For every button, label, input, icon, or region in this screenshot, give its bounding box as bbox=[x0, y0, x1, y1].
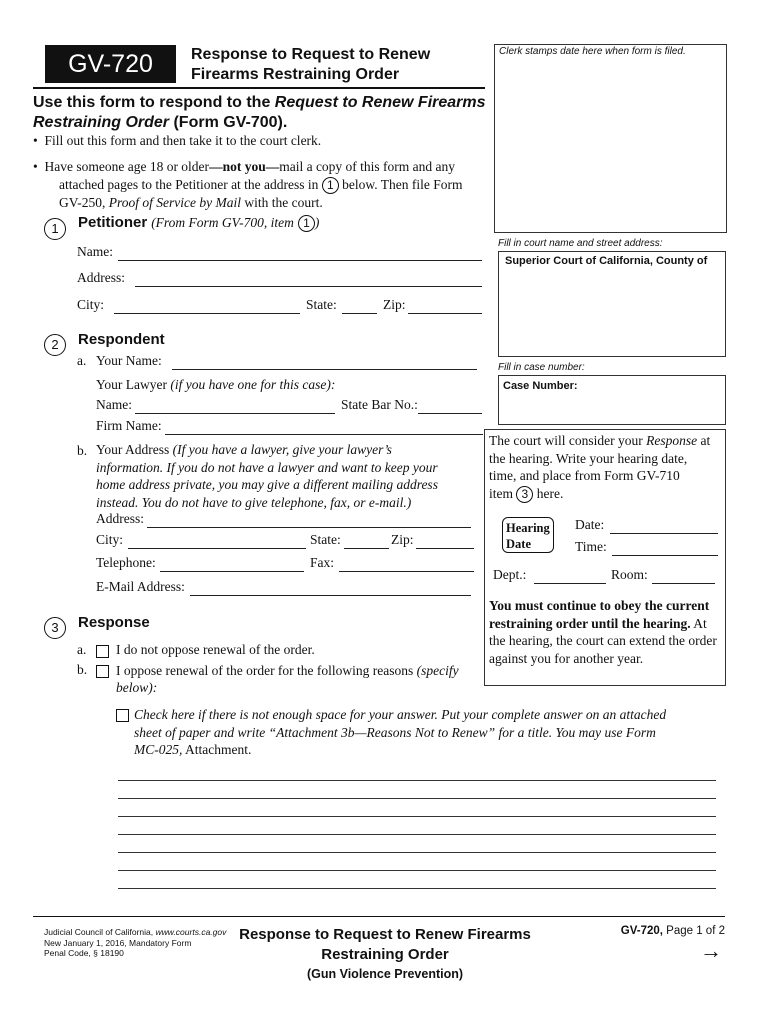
item-ref-1: 1 bbox=[298, 215, 315, 232]
petitioner-address-label: Address: bbox=[77, 270, 125, 285]
court-name: Superior Court of California, County of bbox=[505, 255, 708, 267]
case-number-label: Fill in case number: bbox=[498, 362, 585, 373]
email-label: E-Mail Address: bbox=[96, 579, 185, 594]
footer-page: GV-720, Page 1 of 2 bbox=[620, 925, 725, 937]
firm-name-field[interactable] bbox=[165, 434, 483, 435]
respondent-city-field[interactable] bbox=[128, 548, 306, 549]
obey-warning: You must continue to obey the current restraining order until the hearing. At the hearing, the court can extend the order against you for another year. bbox=[489, 598, 717, 666]
attachment-checkbox[interactable] bbox=[116, 709, 129, 722]
hearing-date-label: Date: bbox=[575, 517, 605, 532]
respondent-address-label: Address: bbox=[96, 511, 144, 526]
respondent-zip-field[interactable] bbox=[416, 548, 474, 549]
room-field[interactable] bbox=[652, 583, 715, 584]
footer-title: Response to Request to Renew Firearms Restraining Order (Gun Violence Prevention) bbox=[239, 926, 531, 981]
petitioner-state-label: State: bbox=[306, 297, 337, 312]
courts-link[interactable]: www.courts.ca.gov bbox=[155, 927, 227, 937]
your-name-field[interactable] bbox=[172, 369, 477, 370]
oppose-text: I oppose renewal of the order for the following reasons (specify below): bbox=[116, 663, 459, 695]
footer-citation: Judicial Council of California, www.courts.ca.gov New January 1, 2016, Mandatory Form Penal Code, § 18190 bbox=[44, 927, 227, 958]
intro-bullet-1: • Fill out this form and then take it to the court clerk. bbox=[33, 133, 322, 148]
fax-label: Fax: bbox=[310, 555, 335, 570]
hearing-instructions: The court will consider your Response at the hearing. Write your hearing date, time, and place from Form GV-710 item 3 here. bbox=[489, 433, 711, 501]
firm-name-label: Firm Name: bbox=[96, 418, 162, 433]
oppose-checkbox[interactable] bbox=[96, 665, 109, 678]
respondent-b-label: b. bbox=[77, 443, 88, 458]
petitioner-name-label: Name: bbox=[77, 244, 113, 259]
item-ref-1: 1 bbox=[322, 177, 339, 194]
room-label: Room: bbox=[611, 567, 648, 582]
hearing-date-tab: Hearing Date bbox=[502, 517, 554, 553]
no-oppose-checkbox[interactable] bbox=[96, 645, 109, 658]
answer-line[interactable] bbox=[118, 852, 716, 853]
petitioner-name-field[interactable] bbox=[118, 260, 482, 261]
answer-line[interactable] bbox=[118, 870, 716, 871]
respondent-state-label: State: bbox=[310, 532, 341, 547]
attachment-instructions: Check here if there is not enough space for your answer. Put your complete answer on an attached sheet of paper and write “Attachment 3b—Reasons Not to Renew” for a title. You may use Form MC-025, Attachment. bbox=[134, 707, 667, 757]
respondent-heading: Respondent bbox=[78, 331, 165, 348]
answer-line[interactable] bbox=[118, 888, 716, 889]
respondent-address-field[interactable] bbox=[147, 527, 471, 528]
email-field[interactable] bbox=[190, 595, 471, 596]
lawyer-name-label: Name: bbox=[96, 397, 132, 412]
petitioner-city-field[interactable] bbox=[114, 313, 300, 314]
your-lawyer-label: Your Lawyer (if you have one for this case): bbox=[96, 377, 336, 392]
answer-line[interactable] bbox=[118, 834, 716, 835]
response-heading: Response bbox=[78, 614, 150, 631]
form-id-badge: GV-720 bbox=[45, 45, 176, 83]
footer-rule bbox=[33, 916, 725, 917]
section-3-number: 3 bbox=[44, 617, 66, 639]
form-title: Response to Request to Renew Firearms Restraining Order bbox=[191, 46, 431, 83]
court-name-label: Fill in court name and street address: bbox=[498, 238, 663, 249]
petitioner-zip-label: Zip: bbox=[383, 297, 406, 312]
answer-line[interactable] bbox=[118, 798, 716, 799]
petitioner-city-label: City: bbox=[77, 297, 105, 312]
intro-bullet-2: • Have someone age 18 or older—not you—mail a copy of this form and any attached pages to the Petitioner at the address in 1 below. Then file Form GV-250, Proof of Service by Mail with the court. bbox=[33, 159, 463, 211]
response-a-label: a. bbox=[77, 642, 87, 657]
telephone-label: Telephone: bbox=[96, 555, 156, 570]
respondent-a-label: a. bbox=[77, 353, 87, 368]
hearing-date-field[interactable] bbox=[610, 533, 718, 534]
state-bar-field[interactable] bbox=[418, 413, 482, 414]
answer-line[interactable] bbox=[118, 780, 716, 781]
clerk-stamp-box bbox=[494, 44, 727, 233]
dept-label: Dept.: bbox=[493, 567, 527, 582]
response-b-label: b. bbox=[77, 662, 88, 677]
section-1-number: 1 bbox=[44, 218, 66, 240]
respondent-zip-label: Zip: bbox=[391, 532, 414, 547]
petitioner-address-field[interactable] bbox=[135, 286, 482, 287]
respondent-city-label: City: bbox=[96, 532, 124, 547]
no-oppose-text: I do not oppose renewal of the order. bbox=[116, 642, 315, 657]
petitioner-state-field[interactable] bbox=[342, 313, 377, 314]
fax-field[interactable] bbox=[339, 571, 474, 572]
next-page-arrow-icon[interactable]: → bbox=[700, 938, 722, 963]
header-rule bbox=[33, 87, 485, 89]
intro-heading: Use this form to respond to the Request to Renew Firearms Restraining Order (Form GV-700). bbox=[33, 94, 486, 131]
hearing-time-label: Time: bbox=[575, 539, 607, 554]
item-ref-3: 3 bbox=[516, 486, 533, 503]
lawyer-name-field[interactable] bbox=[135, 413, 335, 414]
answer-line[interactable] bbox=[118, 816, 716, 817]
telephone-field[interactable] bbox=[160, 571, 304, 572]
hearing-time-field[interactable] bbox=[612, 555, 718, 556]
dept-field[interactable] bbox=[534, 583, 606, 584]
your-name-label: Your Name: bbox=[96, 353, 162, 368]
respondent-state-field[interactable] bbox=[344, 548, 389, 549]
your-address-note: Your Address (If you have a lawyer, give your lawyer’s information. If you do not have a lawyer and want to keep your home address private, you may give a different mailing address instead. You do not have to give telephone, fax, or e-mail.) bbox=[96, 442, 438, 510]
clerk-stamp-label: Clerk stamps date here when form is filed. bbox=[499, 46, 686, 57]
case-number: Case Number: bbox=[503, 380, 578, 392]
petitioner-heading: Petitioner (From Form GV-700, item 1 ) bbox=[78, 214, 320, 231]
state-bar-label: State Bar No.: bbox=[341, 397, 418, 412]
section-2-number: 2 bbox=[44, 334, 66, 356]
petitioner-zip-field[interactable] bbox=[408, 313, 482, 314]
